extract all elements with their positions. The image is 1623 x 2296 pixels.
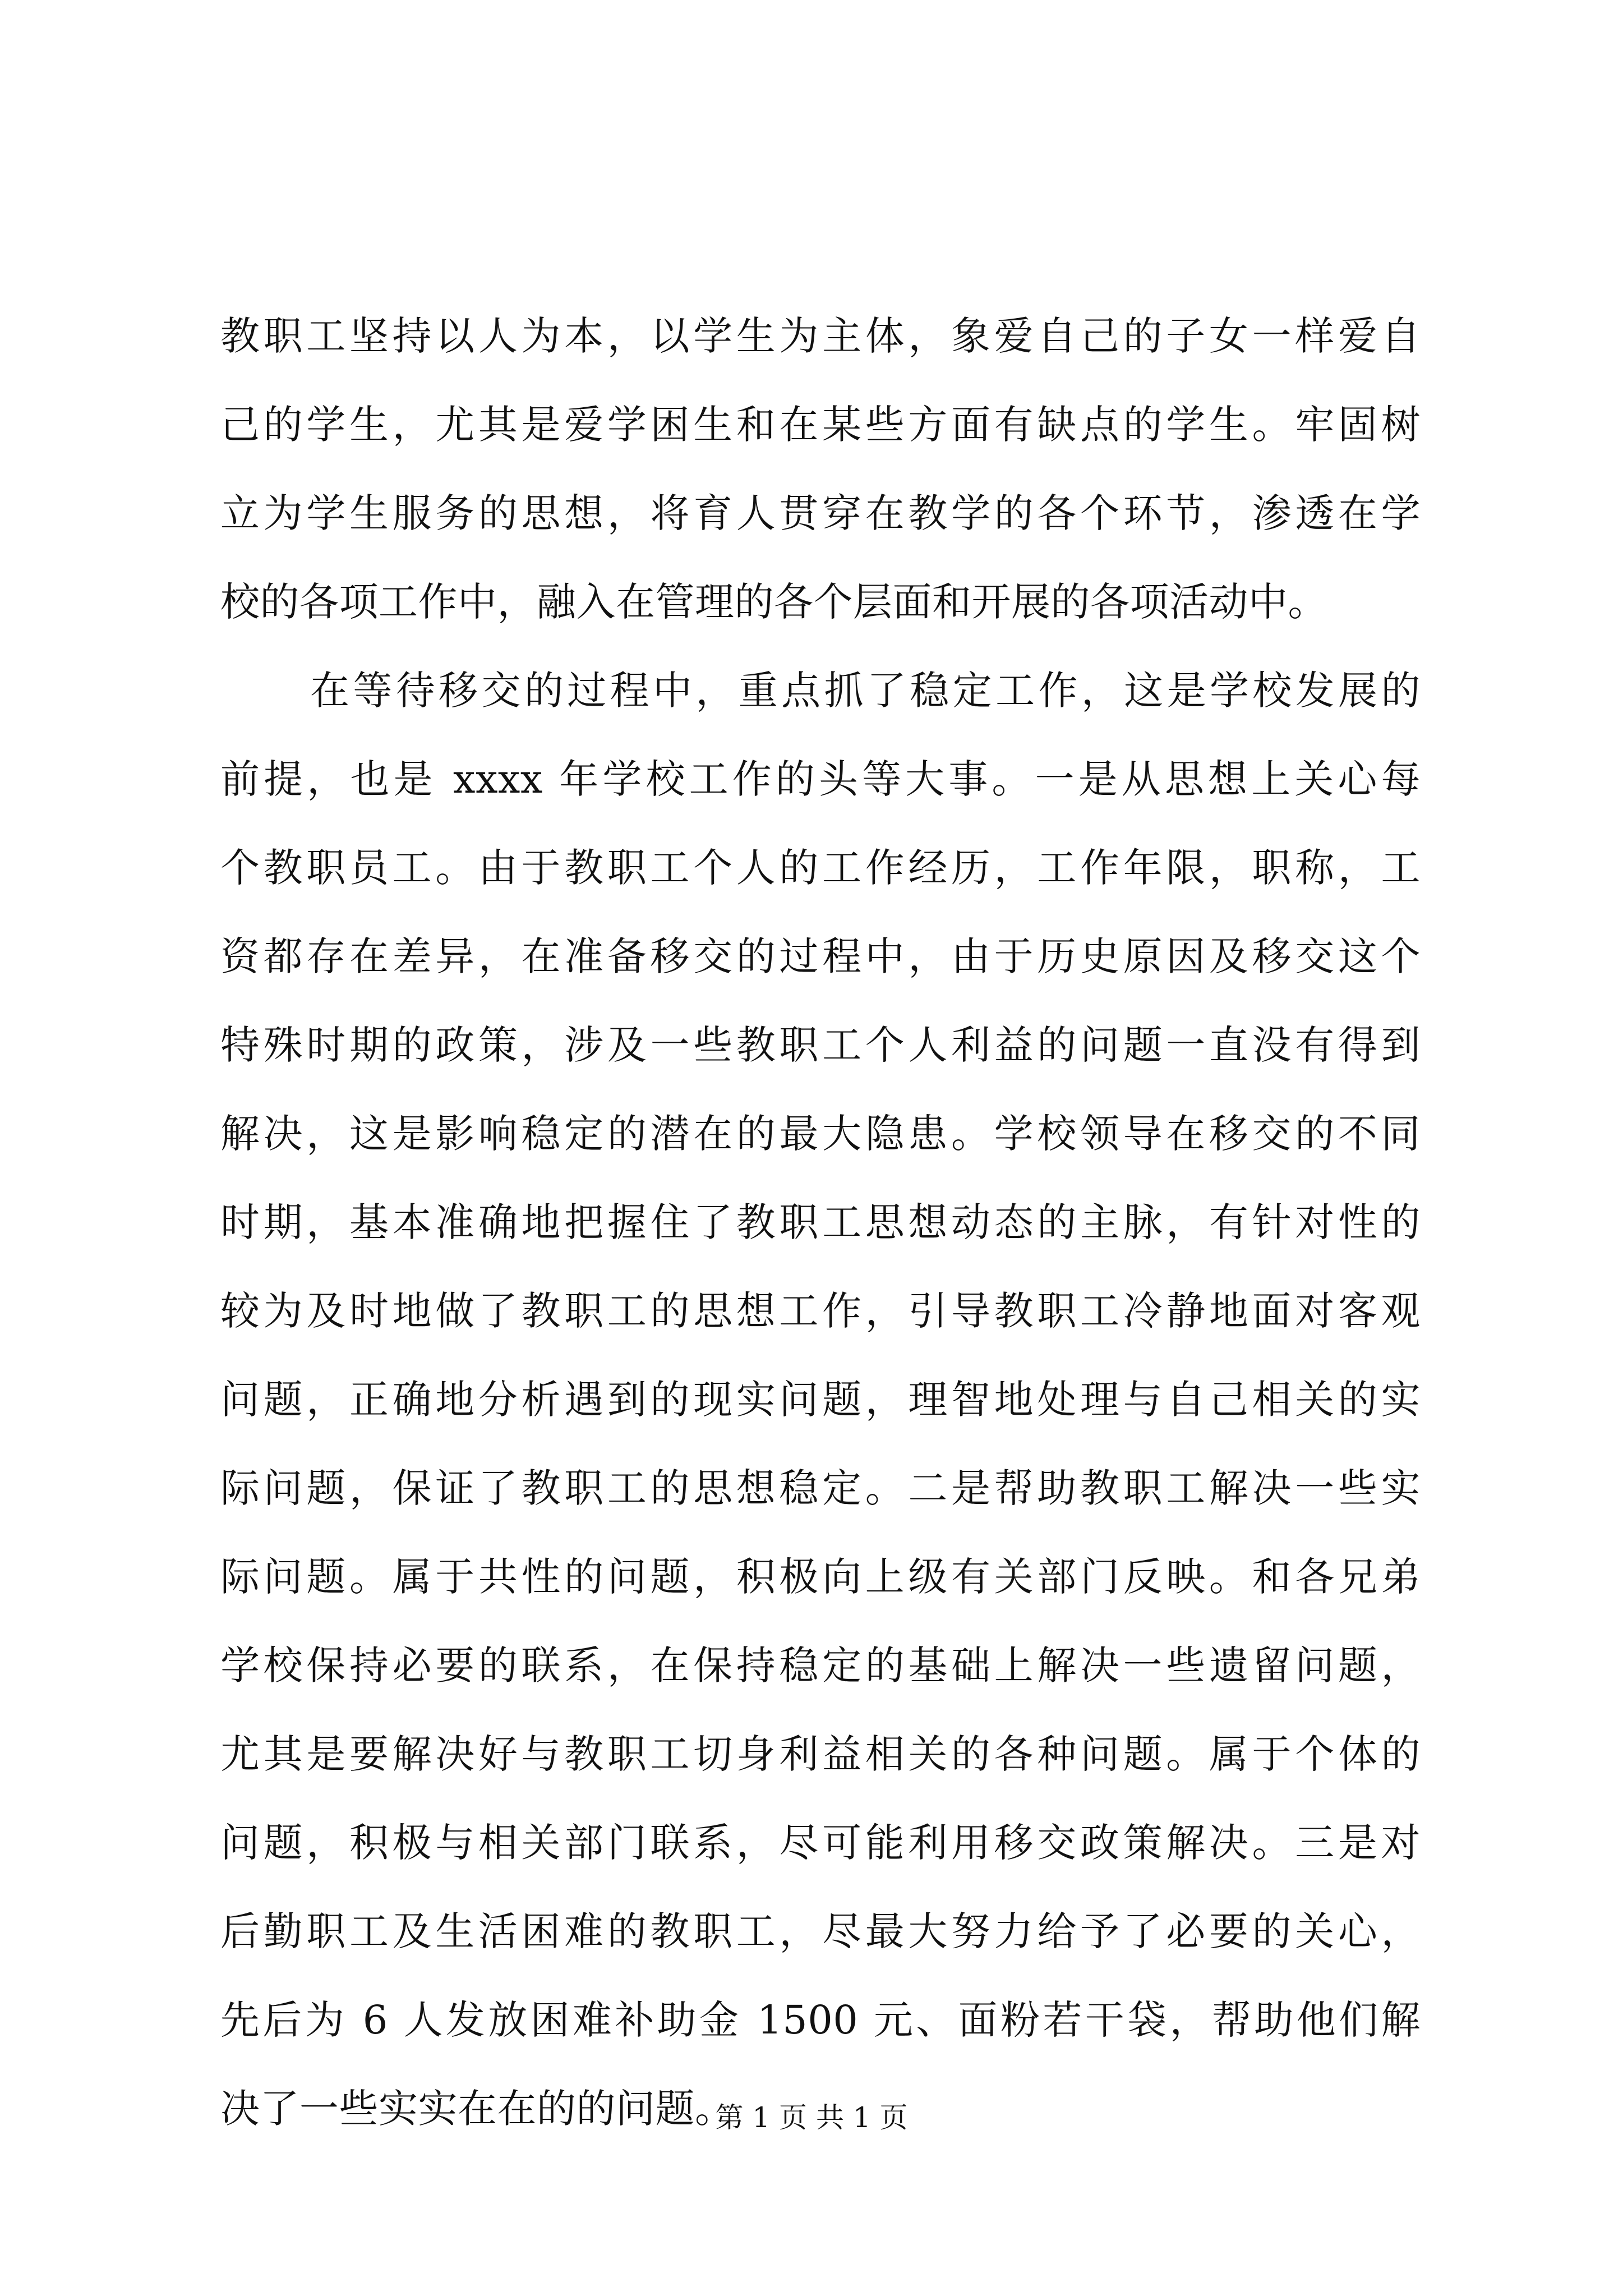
text-line: 个教职员工。由于教职工个人的工作经历，工作年限，职称，工 (220, 845, 1421, 891)
text-line: 前提，也是 xxxx 年学校工作的头等大事。一是从思想上关心每 (220, 756, 1421, 802)
text-line: 校的各项工作中，融入在管理的各个层面和开展的各项活动中。 (220, 579, 1327, 625)
text-line: 教职工坚持以人为本，以学生为主体，象爱自己的子女一样爱自 (220, 313, 1421, 359)
text-line: 较为及时地做了教职工的思想工作，引导教职工冷静地面对客观 (220, 1288, 1421, 1334)
text-line: 问题，正确地分析遇到的现实问题，理智地处理与自己相关的实 (220, 1377, 1421, 1423)
text-line: 时期，基本准确地把握住了教职工思想动态的主脉，有针对性的 (220, 1199, 1421, 1245)
text-line: 先后为 6 人发放困难补助金 1500 元、面粉若干袋，帮助他们解 (220, 1997, 1421, 2043)
text-line: 后勤职工及生活困难的教职工，尽最大努力给予了必要的关心， (220, 1908, 1421, 1954)
text-line: 资都存在差异，在准备移交的过程中，由于历史原因及移交这个 (220, 933, 1421, 979)
text-line: 际问题。属于共性的问题，积极向上级有关部门反映。和各兄弟 (220, 1554, 1421, 1600)
text-line: 解决，这是影响稳定的潜在的最大隐患。学校领导在移交的不同 (220, 1111, 1421, 1157)
text-line: 学校保持必要的联系，在保持稳定的基础上解决一些遗留问题， (220, 1642, 1421, 1688)
text-line: 己的学生，尤其是爱学困生和在某些方面有缺点的学生。牢固树 (220, 402, 1421, 448)
text-line: 决了一些实实在在的的问题。 (220, 2086, 735, 2132)
document-body (220, 292, 1421, 2153)
text-line: 际问题，保证了教职工的思想稳定。二是帮助教职工解决一些实 (220, 1465, 1421, 1511)
text-line: 尤其是要解决好与教职工切身利益相关的各种问题。属于个体的 (220, 1731, 1421, 1777)
text-line: 特殊时期的政策，涉及一些教职工个人利益的问题一直没有得到 (220, 1022, 1421, 1068)
text-line: 问题，积极与相关部门联系，尽可能利用移交政策解决。三是对 (220, 1820, 1421, 1866)
text-line: 立为学生服务的思想，将育人贯穿在教学的各个环节，渗透在学 (220, 490, 1421, 536)
page-number-footer: 第 1 页 共 1 页 (715, 2101, 908, 2134)
paragraph-first-line: 在等待移交的过程中，重点抓了稳定工作，这是学校发展的 (310, 668, 1421, 714)
